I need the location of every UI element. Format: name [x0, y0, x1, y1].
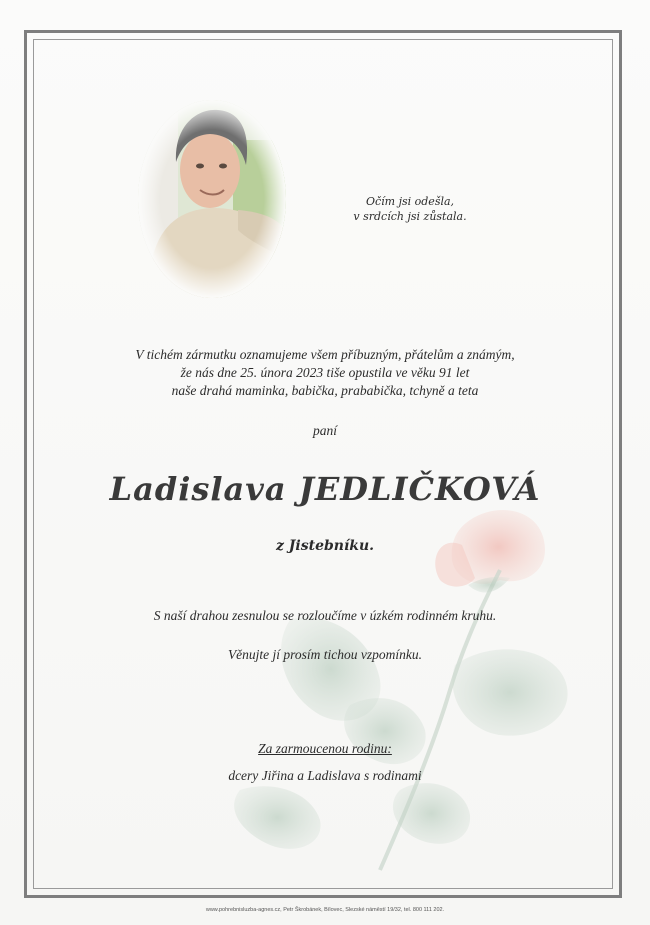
announcement-line-3: naše drahá maminka, babička, prababička, tchyně a teta	[171, 383, 479, 398]
announcement-text	[40, 346, 610, 400]
announcement-line-2: že nás dne 25. února 2023 tiše opustila ve věku 91 let	[180, 365, 470, 380]
footer-imprint: www.pohrebnisluzba-agnes.cz, Petr Škrobánek, Bílovec, Slezské náměstí 19/32, tel. 800 111 202.	[205, 907, 445, 913]
deceased-origin: z Jistebníku.	[275, 538, 375, 554]
family-heading: Za zarmoucenou rodinu:	[258, 741, 392, 756]
farewell-note: S naší drahou zesnulou se rozloučíme v úzkém rodinném kruhu.	[153, 608, 497, 623]
honorific: paní	[312, 423, 337, 438]
motto	[340, 194, 480, 224]
deceased-name: Ladislava JEDLIČKOVÁ	[109, 470, 541, 508]
portrait-photo	[138, 100, 286, 298]
family-members: dcery Jiřina a Ladislava s rodinami	[228, 768, 422, 783]
announcement-line-1: V tichém zármutku oznamujeme všem příbuzným, přátelům a známým,	[135, 347, 515, 362]
remembrance-note: Věnujte jí prosím tichou vzpomínku.	[227, 647, 423, 662]
motto-line-1: Očím jsi odešla,	[365, 195, 455, 208]
motto-line-2: v srdcích jsi zůstala.	[353, 210, 467, 223]
